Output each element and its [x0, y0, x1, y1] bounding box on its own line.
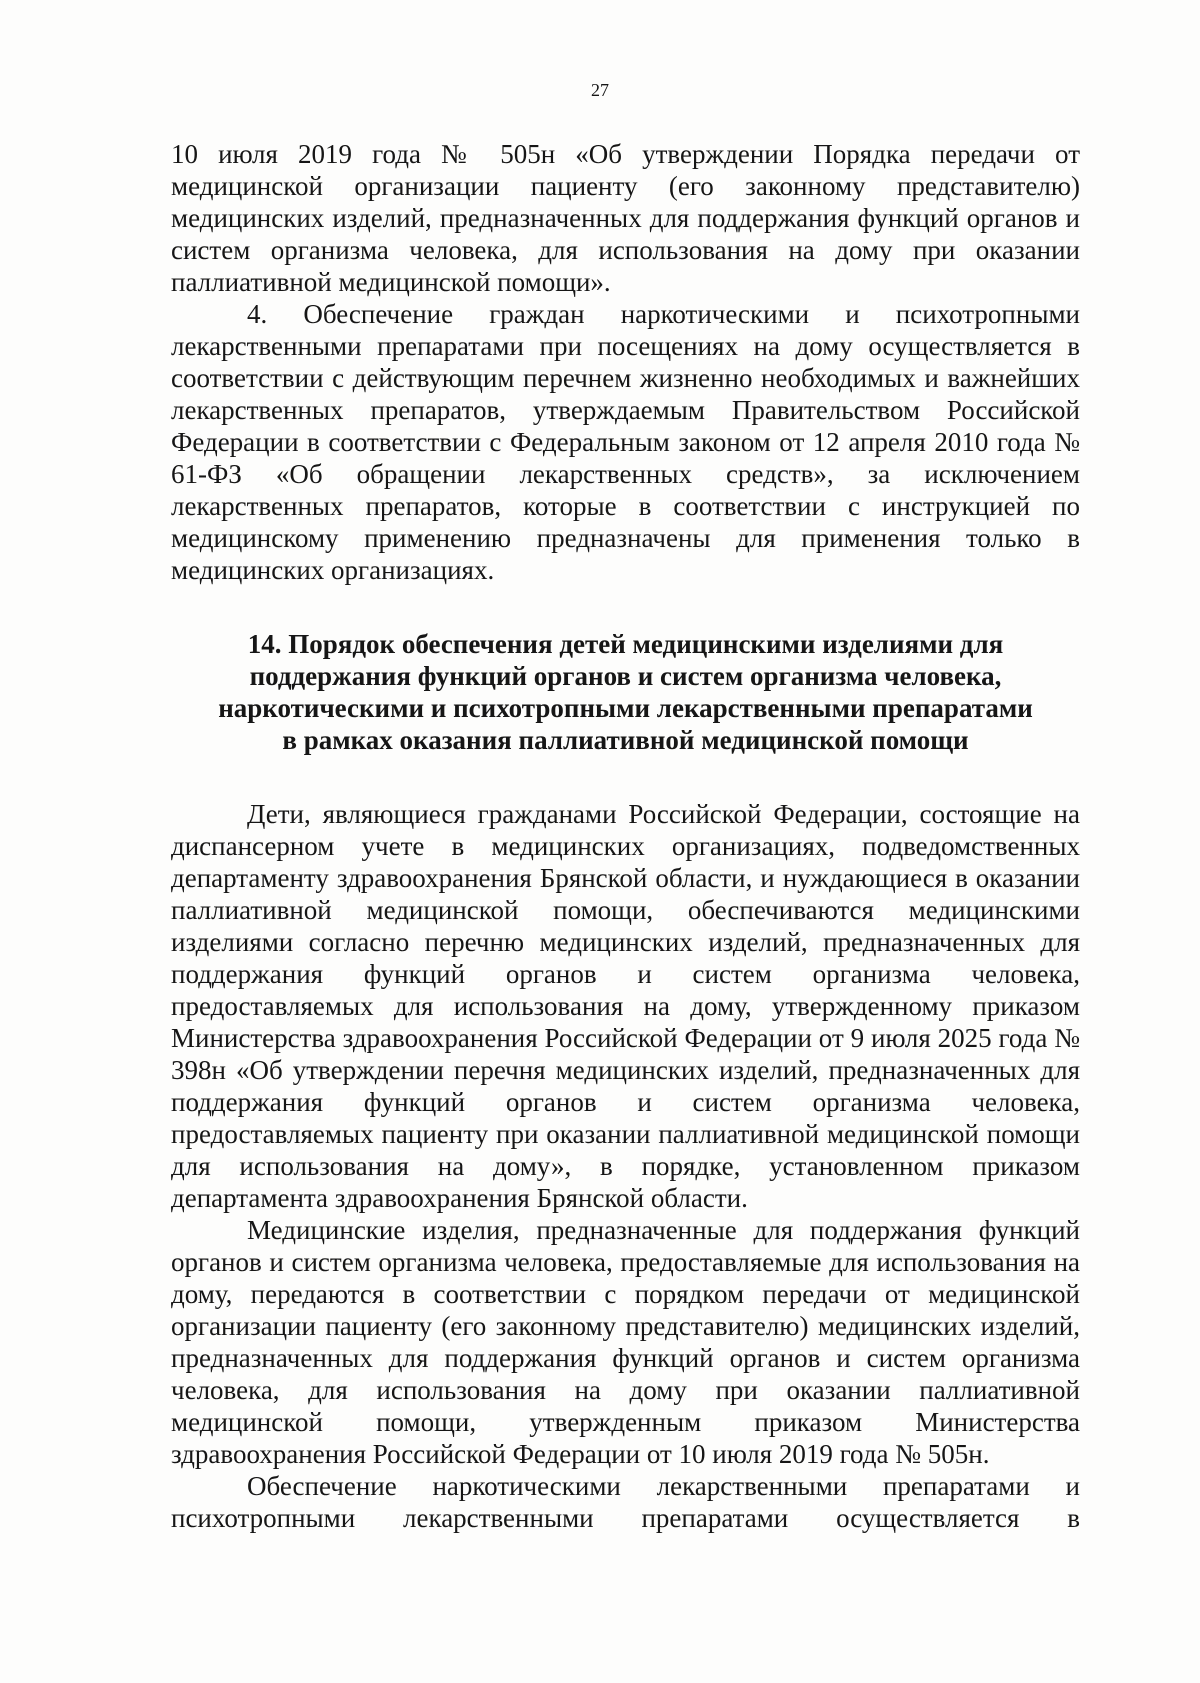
document-body	[171, 138, 1080, 1534]
paragraph-narcotic-provision: Обеспечение наркотическими лекарственными препаратами и психотропными лекарственными препаратами осуществляется в	[171, 1471, 1080, 1533]
paragraph-continued: 10 июля 2019 года № 505н «Об утверждении Порядка передачи от медицинской организации пациенту (его законному представителю) медицинских изделий, предназначенных для поддержания функций органов и систем организма человека, для использования на дому при оказании паллиативной медицинской помощи».	[171, 139, 1080, 297]
paragraph-children-provision: Дети, являющиеся гражданами Российской Федерации, состоящие на диспансерном учете в медицинских организациях, подведомственных департаменту здравоохранения Брянской области, и нуждающиеся в оказании паллиативной медицинской помощи, обеспечиваются медицинскими изделиями согласно перечню медицинских изделий, предназначенных для поддержания функций органов и систем организма человека, предоставляемых для использования на дому, утвержденному приказом Министерства здравоохранения Российской Федерации от 9 июля 2025 года № 398н «Об утверждении перечня медицинских изделий, предназначенных для поддержания функций органов и систем организма человека, предоставляемых пациенту при оказании паллиативной медицинской помощи для использования на дому», в порядке, установленном приказом департамента здравоохранения Брянской области.	[171, 799, 1080, 1213]
page-number: 27	[591, 80, 609, 100]
paragraph-item-4: 4. Обеспечение граждан наркотическими и психотропными лекарственными препаратами при посещениях на дому осуществляется в соответствии с действующим перечнем жизненно необходимых и важнейших лекарственных препаратов, утверждаемым Правительством Российской Федерации в соответствии с Федеральным законом от 12 апреля 2010 года № 61-ФЗ «Об обращении лекарственных средств», за исключением лекарственных препаратов, которые в соответствии с инструкцией по медицинскому применению предназначены для применения только в медицинских организациях.	[171, 299, 1080, 585]
section-heading: 14. Порядок обеспечения детей медицинскими изделиями для поддержания функций органов и систем организма человека, наркотическими и психотропными лекарственными препаратами в рамках оказания паллиативной медицинской помощи	[218, 629, 1033, 755]
paragraph-medical-devices-transfer: Медицинские изделия, предназначенные для поддержания функций органов и систем организма человека, предоставляемые для использования на дому, передаются в соответствии с порядком передачи от медицинской организации пациенту (его законному представителю) медицинских изделий, предназначенных для поддержания функций органов и систем организма человека, для использования на дому при оказании паллиативной медицинской помощи, утвержденным приказом Министерства здравоохранения Российской Федерации от 10 июля 2019 года № 505н.	[171, 1215, 1080, 1469]
